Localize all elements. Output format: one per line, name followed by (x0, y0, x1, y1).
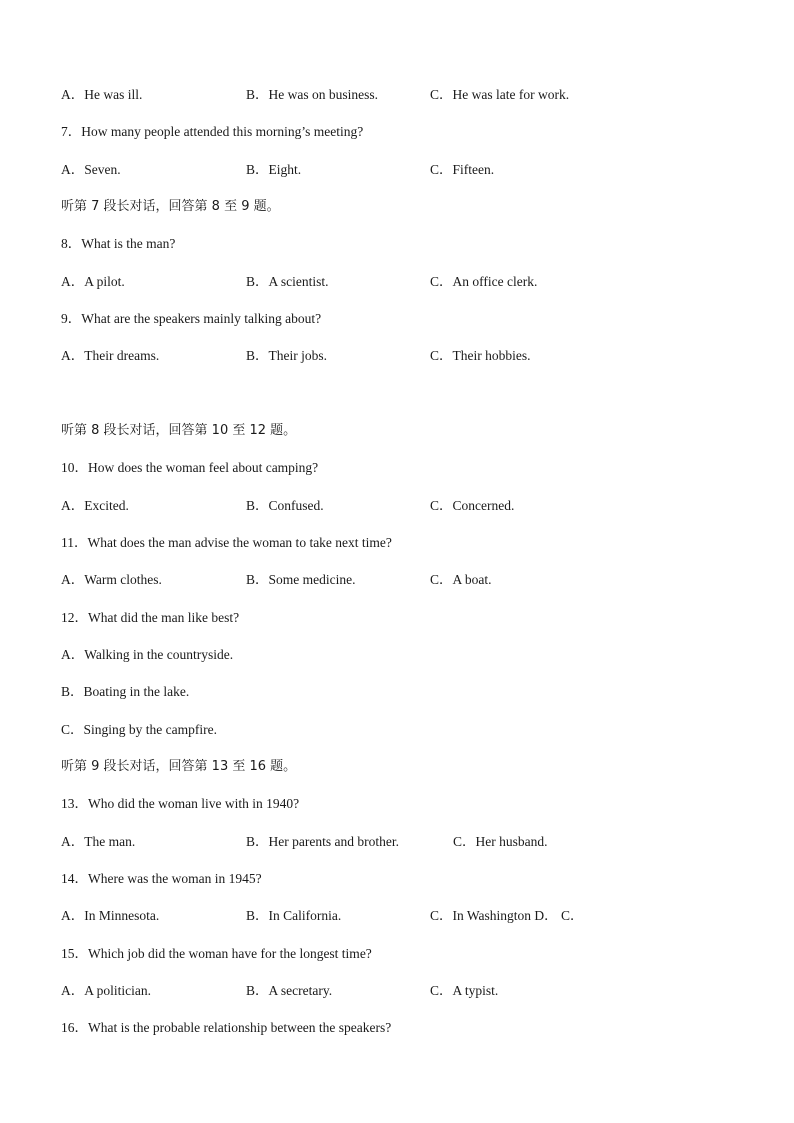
option-a: A．Walking in the countryside. (61, 647, 234, 662)
option-a: A．In Minnesota. (61, 908, 160, 923)
option-c: C．In Washington D． C． (430, 908, 584, 923)
question-11: 11．What does the man advise the woman to take next time? (61, 535, 392, 550)
section-heading: 听第 8 段长对话，回答第 10 至 12 题。 (61, 423, 297, 438)
option-b: B．Their jobs. (246, 348, 327, 363)
question-16: 16．What is the probable relationship between the speakers? (61, 1020, 392, 1035)
option-c: C．Their hobbies. (430, 348, 531, 363)
section-heading: 听第 7 段长对话，回答第 8 至 9 题。 (61, 199, 280, 214)
option-a: A．Warm clothes. (61, 572, 162, 587)
option-c: C．He was late for work. (430, 87, 570, 102)
question-9: 9．What are the speakers mainly talking about? (61, 311, 322, 326)
question-7: 7．How many people attended this morning’s meeting? (61, 124, 364, 139)
question-14: 14．Where was the woman in 1945? (61, 871, 262, 886)
option-b: B．Confused. (246, 498, 324, 513)
option-c: C．Fifteen. (430, 162, 495, 177)
question-13: 13．Who did the woman live with in 1940? (61, 796, 300, 811)
option-a: A．He was ill. (61, 87, 143, 102)
option-a: A．Excited. (61, 498, 129, 513)
question-15: 15．Which job did the woman have for the longest time? (61, 946, 372, 961)
option-b: B．He was on business. (246, 87, 378, 102)
question-10: 10．How does the woman feel about camping? (61, 460, 319, 475)
option-c: C．An office clerk. (430, 274, 538, 289)
question-8: 8．What is the man? (61, 236, 176, 251)
option-b: B．Some medicine. (246, 572, 356, 587)
option-c: C．Her husband. (453, 834, 548, 849)
option-b: B．A scientist. (246, 274, 329, 289)
option-b: B．Her parents and brother. (246, 834, 399, 849)
option-c: C．A typist. (430, 983, 499, 998)
option-a: A．Their dreams. (61, 348, 160, 363)
option-a: A．Seven. (61, 162, 121, 177)
option-a: A．A politician. (61, 983, 151, 998)
option-c: C．Concerned. (430, 498, 515, 513)
option-b: B．Boating in the lake. (61, 684, 190, 699)
option-c: C．A boat. (430, 572, 492, 587)
section-heading: 听第 9 段长对话，回答第 13 至 16 题。 (61, 759, 297, 774)
option-b: B．A secretary. (246, 983, 333, 998)
option-a: A．A pilot. (61, 274, 125, 289)
question-12: 12．What did the man like best? (61, 610, 240, 625)
option-c: C．Singing by the campfire. (61, 722, 217, 737)
option-b: B．In California. (246, 908, 342, 923)
option-b: B．Eight. (246, 162, 302, 177)
option-a: A．The man. (61, 834, 136, 849)
